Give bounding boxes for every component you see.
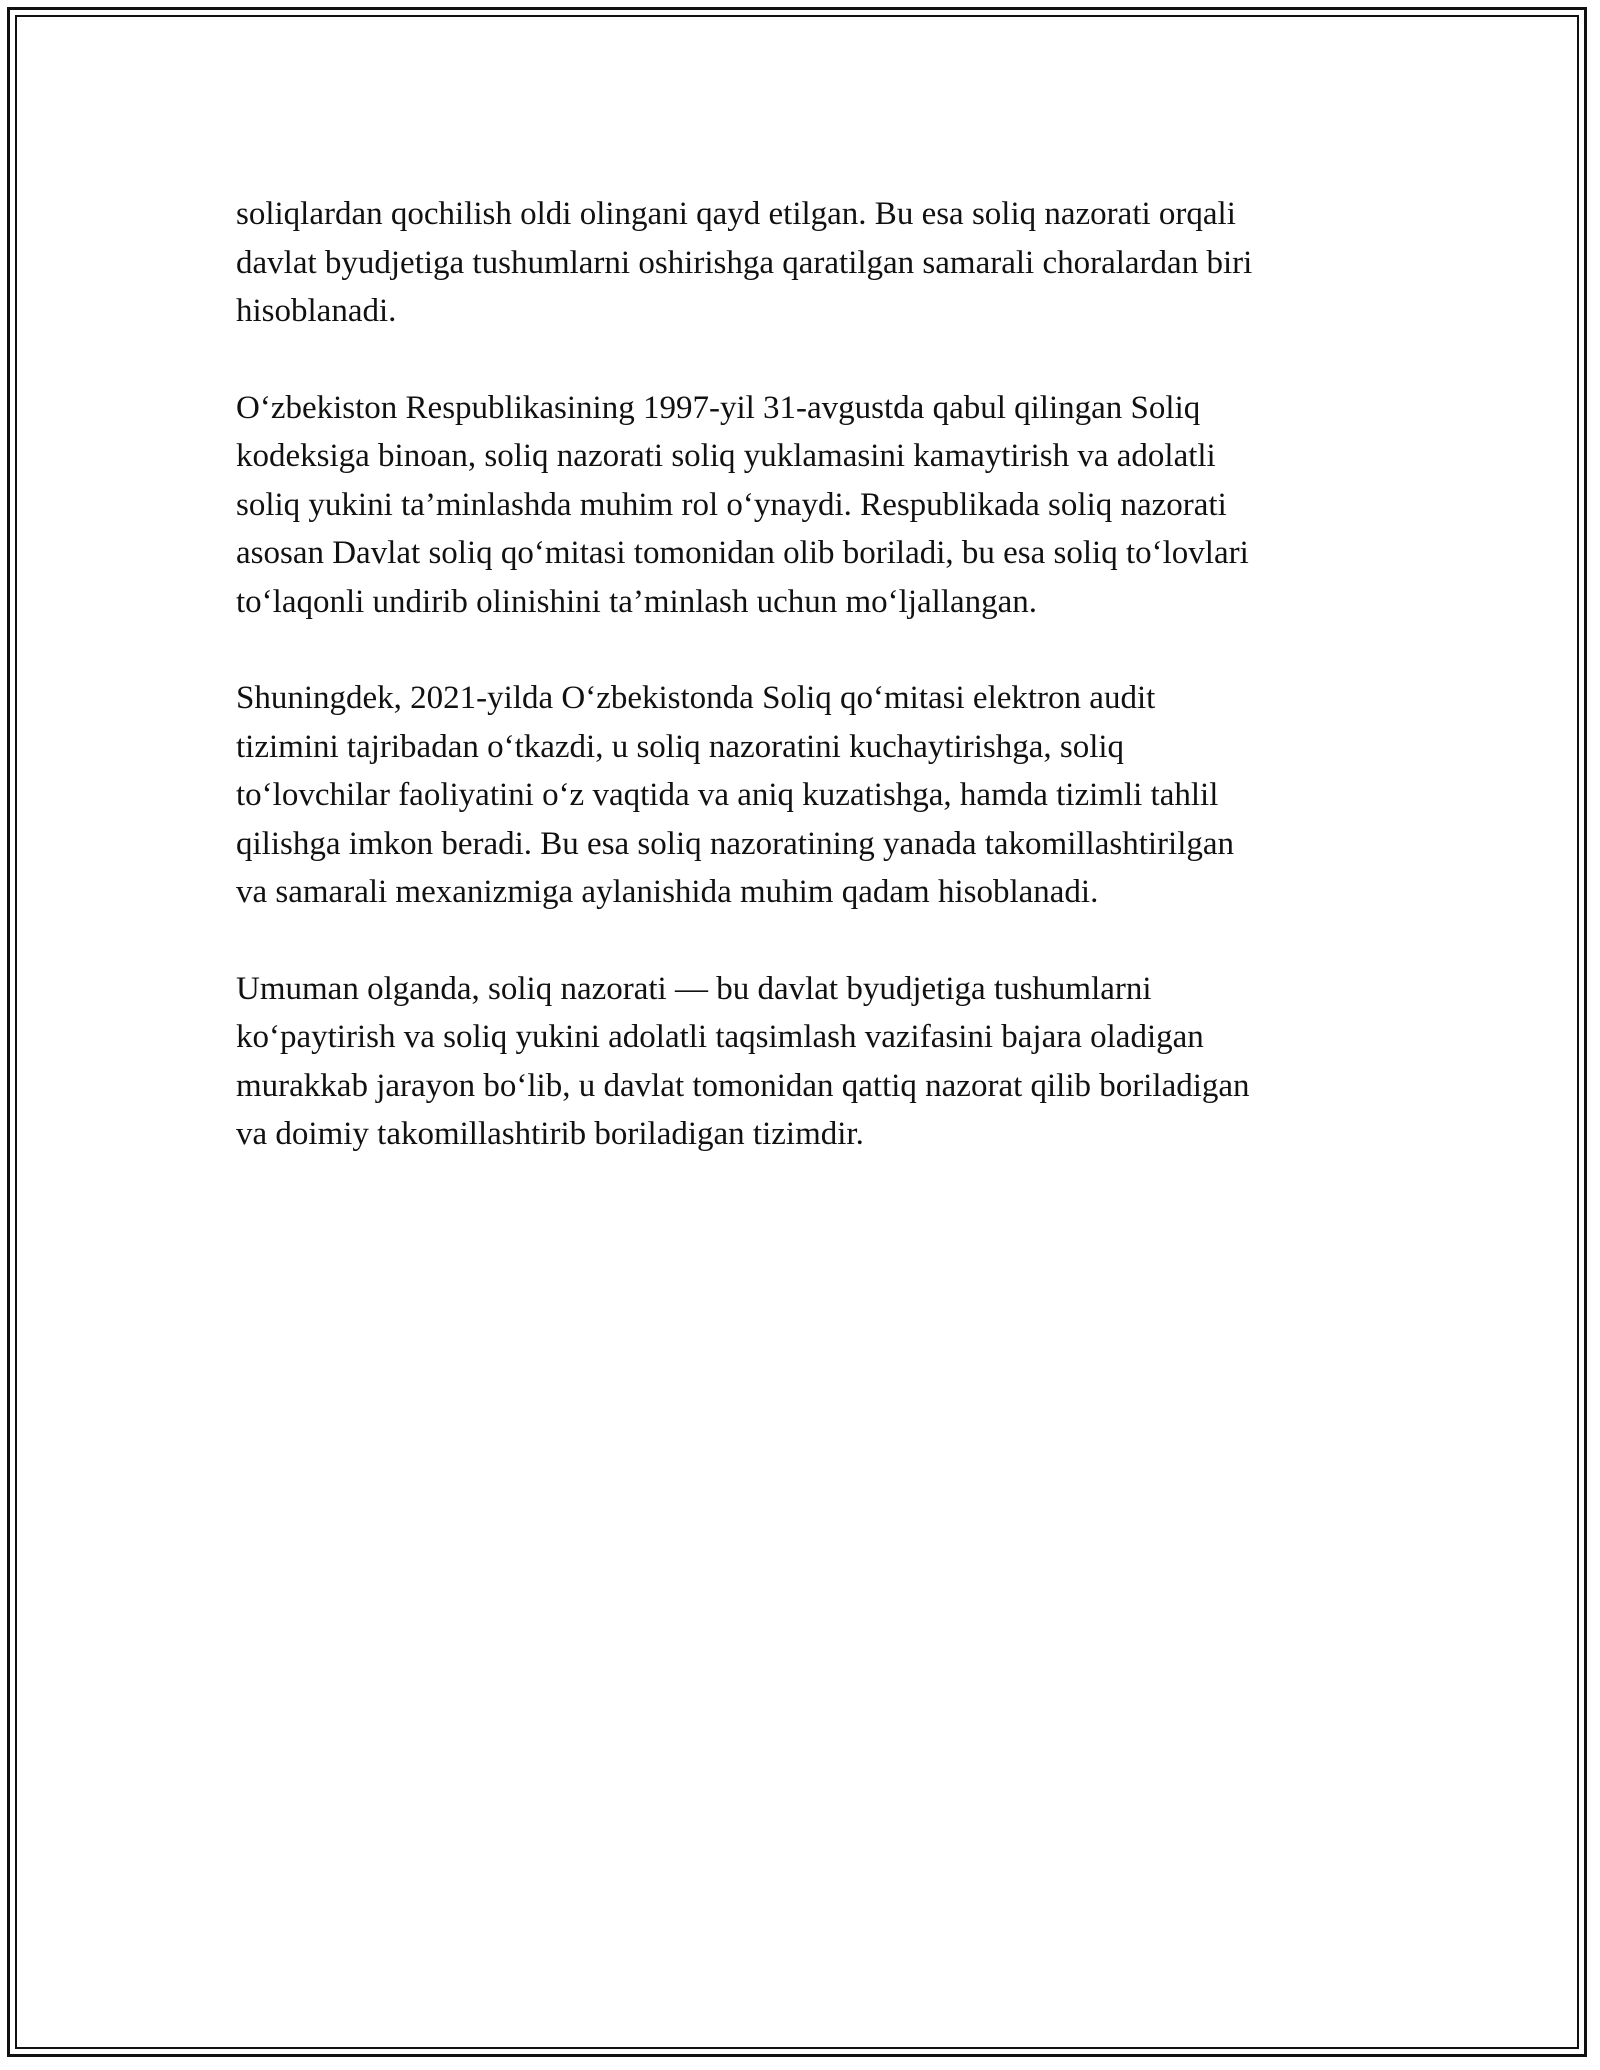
paragraph-4: Umuman olganda, soliq nazorati — bu davlat byudjetiga tushumlarni ko‘paytirish va soliq yukini adolatli taqsimlash vazifasini bajara oladigan murakkab jarayon bo‘lib, u davlat tomonidan qattiq nazorat qilib boriladigan va doimiy takomillashtirib boriladigan tizimdir. xyxy=(236,970,1250,1152)
paragraph-3: Shuningdek, 2021-yilda O‘zbekistonda Soliq qo‘mitasi elektron audit tizimini tajribadan o‘tkazdi, u soliq nazoratini kuchaytirishga, soliq to‘lovchilar faoliyatini o‘z vaqtida va aniq kuzatishga, hamda tizimli tahlil qilishga imkon beradi. Bu esa soliq nazoratining yanada takomillashtirilgan va samarali mexanizmiga aylanishida muhim qadam hisoblanadi. xyxy=(236,680,1235,910)
document-body xyxy=(236,190,1386,1207)
paragraph-2: O‘zbekiston Respublikasining 1997-yil 31-avgustda qabul qilingan Soliq kodeksiga binoan, soliq nazorati soliq yuklamasini kamaytirish va adolatli soliq yukini ta’minlashda muhim rol o‘ynaydi. Respublikada soliq nazorati asosan Davlat soliq qo‘mitasi tomonidan olib boriladi, bu esa soliq to‘lovlari to‘laqonli undirib olinishini ta’minlash uchun mo‘ljallangan. xyxy=(236,389,1249,620)
paragraph-1: soliqlardan qochilish oldi olingani qayd etilgan. Bu esa soliq nazorati orqali davlat byudjetiga tushumlarni oshirishga qaratilgan samarali choralardan biri hisoblanadi. xyxy=(236,196,1253,329)
